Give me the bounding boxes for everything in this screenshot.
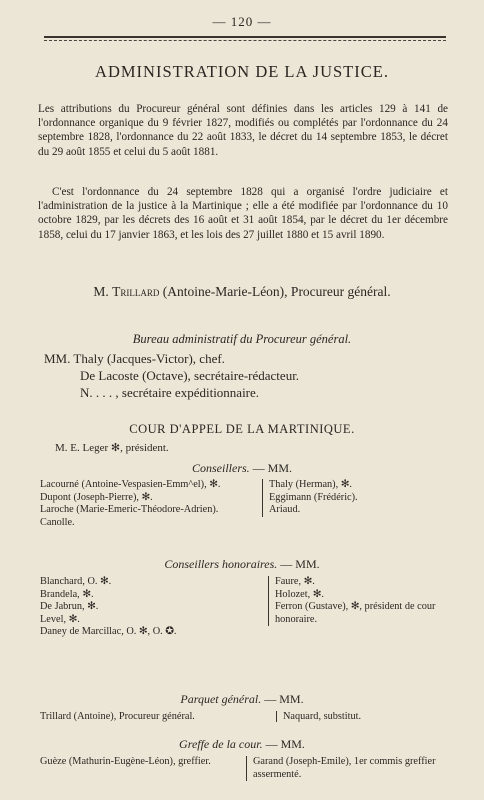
parquet-procureur: Trillard (Antoine), Procureur général.: [40, 711, 195, 722]
honoraires-list-right: [268, 576, 445, 626]
list-item: Lacourné (Antoine-Vespasien-Emm^el), ✻.: [40, 479, 221, 490]
list-item: Thaly (Herman), ✻.: [269, 479, 352, 490]
section-title: ADMINISTRATION DE LA JUSTICE.: [95, 62, 389, 81]
greffe-commis: Garand (Joseph-Emile), 1er commis greffier assermenté.: [246, 756, 453, 781]
greffe-heading-suffix: — MM.: [262, 737, 305, 751]
honoraires-heading: [0, 557, 484, 572]
list-item: Ferron (Gustave), ✻, président de cour honoraire.: [275, 601, 436, 625]
list-item: Ariaud.: [269, 504, 301, 515]
bureau-line-chef: MM. Thaly (Jacques-Victor), chef.: [44, 351, 225, 366]
list-item: Faure, ✻.: [275, 576, 315, 587]
procureur-general-line: [0, 284, 484, 300]
page-number: — 120 —: [212, 14, 272, 29]
conseillers-list-left: [40, 479, 220, 529]
honoraires-heading-suffix: — MM.: [277, 557, 320, 571]
bureau-line-redacteur: De Lacoste (Octave), secrétaire-rédacteur.: [80, 368, 300, 383]
parquet-heading-label: Parquet général.: [180, 692, 262, 706]
paragraph-ordonnance: C'est l'ordonnance du 24 septembre 1828 qui a organisé l'ordre judiciaire et l'administration de la justice à la Martinique ; elle a été modifiée par l'ordonnance du 10 octobre 1829, par les décrets des 16 août et 31 août 1854, par le décret du 1er décembre 1858, celui du 17 janvier 1863, et les lois des 27 juillet 1880 et 15 avril 1890.: [38, 186, 448, 241]
list-item: Dupont (Joseph-Pierre), ✻.: [40, 491, 153, 503]
parquet-heading: [0, 692, 484, 707]
list-item: Laroche (Marie-Emeric-Théodore-Adrien).: [40, 504, 219, 515]
conseillers-heading: [0, 461, 484, 476]
conseillers-heading-suffix: — MM.: [249, 461, 292, 475]
parquet-substitut: Naquard, substitut.: [276, 711, 361, 722]
header-rule-dotted: [44, 40, 446, 41]
list-item: Blanchard, O. ✻.: [40, 576, 112, 587]
bureau-heading: Bureau administratif du Procureur général.: [132, 332, 352, 346]
honoraires-heading-label: Conseillers honoraires.: [164, 557, 278, 571]
paragraph-attributions: Les attributions du Procureur général sont définies dans les articles 129 à 141 de l'ordonnance organique du 9 février 1827, modifiés ou complétés par l'ordonnance du 24 septembre 1828, l'ordonnance du 22 août 1833, le décret du 14 septembre 1853, le décret du 29 août 1855 et celui du 5 août 1881.: [38, 103, 448, 158]
parquet-heading-suffix: — MM.: [261, 692, 304, 706]
list-item: Eggimann (Frédéric).: [269, 491, 358, 503]
header-rule: [44, 36, 446, 38]
list-item: Daney de Marcillac, O. ✻, O. ✪.: [40, 626, 177, 637]
procureur-prefix: M.: [93, 284, 109, 299]
cour-appel-heading: COUR D'APPEL DE LA MARTINIQUE.: [129, 422, 355, 436]
greffe-heading: [0, 737, 484, 752]
conseillers-heading-label: Conseillers.: [191, 461, 250, 475]
honoraires-list-left: [40, 576, 176, 639]
procureur-details: (Antoine-Marie-Léon), Procureur général.: [162, 284, 391, 299]
cour-president: M. E. Leger ✻, président.: [55, 442, 169, 454]
bureau-line-expeditionnaire: N. . . . , secrétaire expéditionnaire.: [80, 385, 260, 400]
list-item: De Jabrun, ✻.: [40, 601, 99, 612]
list-item: Level, ✻.: [40, 613, 80, 625]
greffe-heading-label: Greffe de la cour.: [179, 737, 263, 751]
greffe-greffier: Guèze (Mathurin-Eugène-Léon), greffier.: [40, 756, 211, 767]
procureur-name: Trillard: [112, 284, 160, 299]
list-item: Canolle.: [40, 516, 75, 528]
list-item: Brandela, ✻.: [40, 588, 94, 600]
list-item: Holozet, ✻.: [275, 588, 324, 600]
conseillers-list-right: [262, 479, 358, 517]
